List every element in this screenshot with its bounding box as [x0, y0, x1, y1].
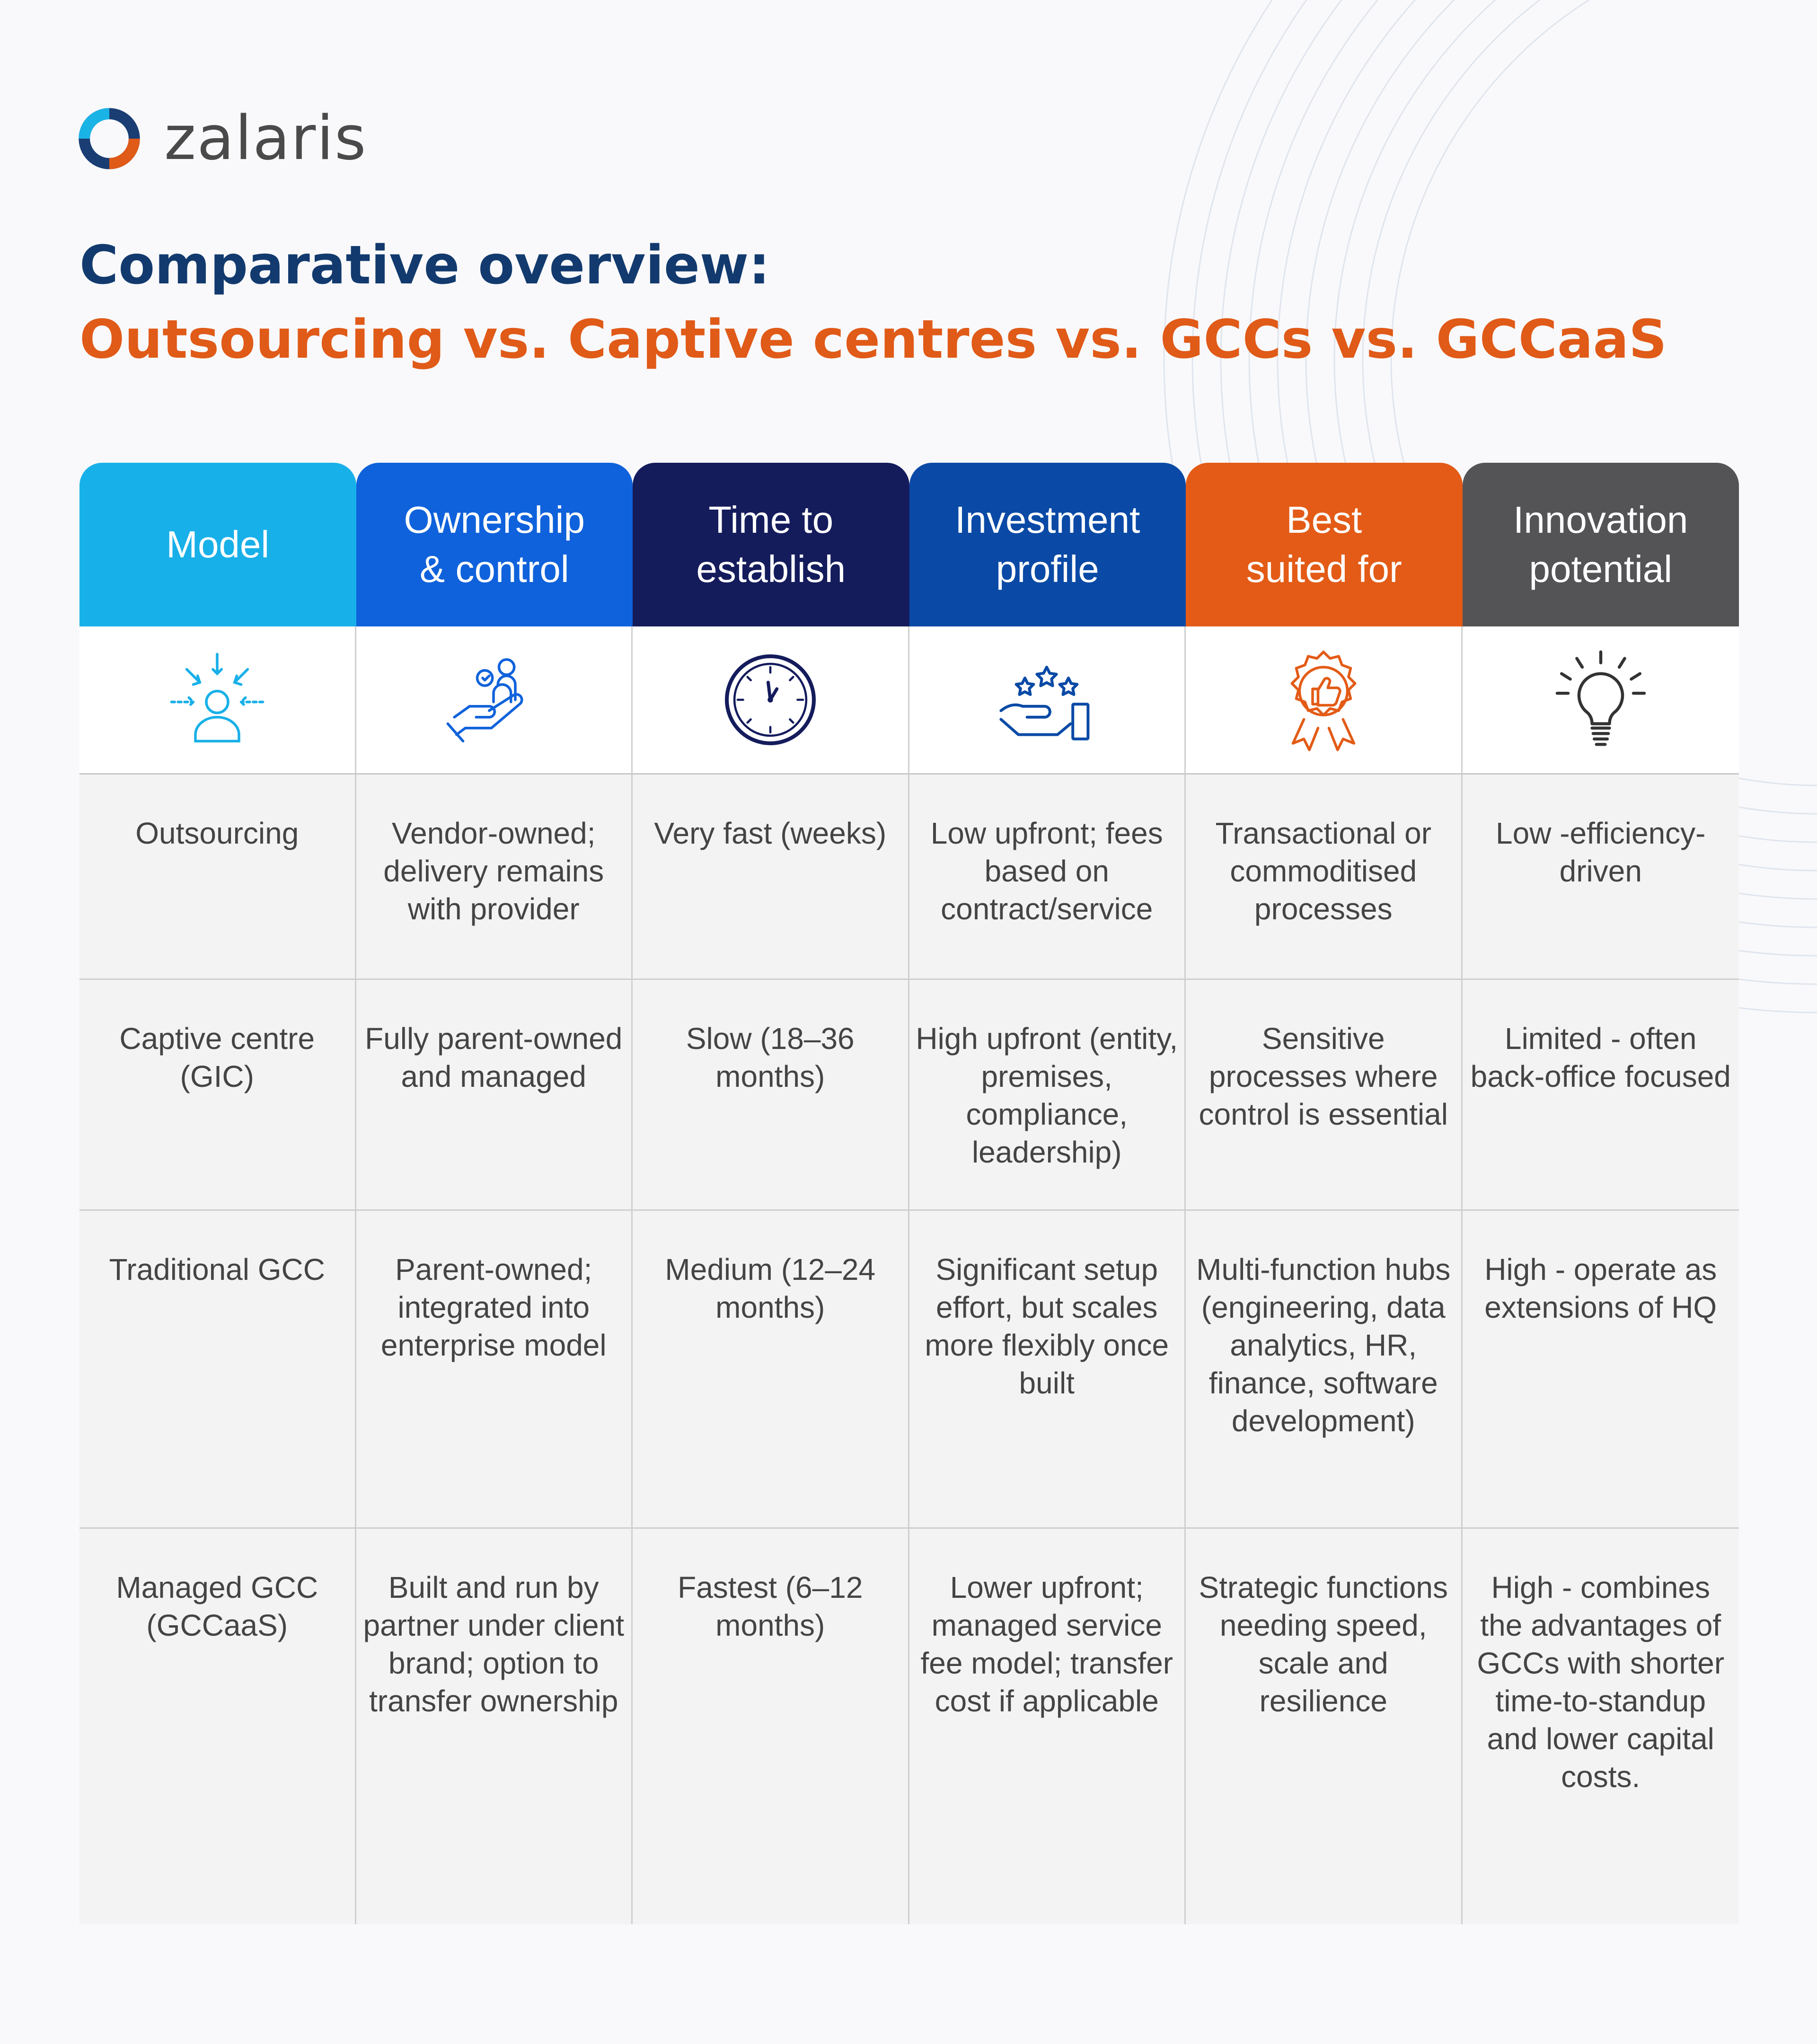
logo-wordmark: zalaris: [164, 103, 367, 174]
icon-cell-innovation: [1463, 626, 1739, 773]
cell-innovation: High - combines the advantages of GCCs with shorter time-to-standup and lower capital costs.: [1477, 1570, 1725, 1794]
header-innovation-potential: Innovation potential: [1463, 463, 1739, 626]
cell-best-suited: Sensitive processes where control is essential: [1186, 980, 1463, 1209]
header-time-to-establish: Time to establish: [633, 463, 909, 626]
header-model: Model: [79, 463, 356, 626]
cell-innovation: High - operate as extensions of HQ: [1484, 1252, 1717, 1324]
cell-investment: High upfront (entity, premises, compliance, leadership): [909, 980, 1186, 1209]
zalaris-logo: [78, 103, 367, 174]
clock-icon: [716, 645, 825, 754]
cell-investment: Low upfront; fees based on contract/service: [909, 775, 1186, 978]
cell-ownership: Built and run by partner under client brand; option to transfer ownership: [356, 1529, 633, 1924]
table-row: [79, 775, 1739, 980]
table-row: [79, 1529, 1739, 1924]
icon-cell-time: [633, 626, 909, 773]
person-focus-icon: [163, 645, 272, 754]
table-row: [79, 1211, 1739, 1529]
cell-best-suited: Multi-function hubs (engineering, data analytics, HR, finance, software development): [1186, 1211, 1463, 1527]
cell-model: Traditional GCC: [79, 1211, 356, 1527]
cell-model: Captive centre (GIC): [79, 980, 356, 1209]
thumbs-up-badge-icon: [1269, 645, 1378, 754]
icon-cell-best-suited: [1186, 626, 1463, 773]
hand-with-stars-icon: [992, 645, 1101, 754]
lightbulb-icon: [1546, 645, 1655, 754]
header-best-suited-for: Best suited for: [1186, 463, 1463, 626]
cell-model: Managed GCC (GCCaaS): [79, 1529, 356, 1924]
icon-cell-model: [79, 626, 356, 773]
cell-time: Medium (12–24 months): [633, 1211, 909, 1527]
cell-innovation: Limited - often back-office focused: [1470, 1022, 1731, 1093]
icon-cell-ownership: [356, 626, 633, 773]
page-title: [79, 235, 1667, 370]
cell-best-suited: Transactional or commoditised processes: [1186, 775, 1463, 978]
cell-time: Very fast (weeks): [633, 775, 909, 978]
zalaris-logo-mark-icon: [78, 107, 141, 170]
cell-ownership: Fully parent-owned and managed: [356, 980, 633, 1209]
cell-investment: Significant setup effort, but scales more flexibly once built: [909, 1211, 1186, 1527]
table-row: [79, 980, 1739, 1211]
header-ownership-control: Ownership & control: [356, 463, 633, 626]
cell-model: Outsourcing: [79, 775, 356, 978]
cell-ownership: Parent-owned; integrated into enterprise model: [356, 1211, 633, 1527]
hand-with-people-icon: [439, 645, 548, 754]
icon-cell-investment: [909, 626, 1186, 773]
title-subheading: Outsourcing vs. Captive centres vs. GCCs vs. GCCaaS: [79, 309, 1667, 370]
title-heading: Comparative overview:: [79, 235, 770, 296]
table-icon-row: [79, 626, 1739, 775]
cell-investment: Lower upfront; managed service fee model; transfer cost if applicable: [909, 1529, 1186, 1924]
cell-ownership: Vendor-owned; delivery remains with provider: [356, 775, 633, 978]
cell-time: Slow (18–36 months): [633, 980, 909, 1209]
cell-innovation: Low -efficiency-driven: [1496, 816, 1706, 888]
comparison-table: [79, 463, 1739, 1924]
header-investment-profile: Investment profile: [909, 463, 1186, 626]
cell-time: Fastest (6–12 months): [633, 1529, 909, 1924]
cell-best-suited: Strategic functions needing speed, scale and resilience: [1186, 1529, 1463, 1924]
table-header-row: [79, 463, 1739, 626]
